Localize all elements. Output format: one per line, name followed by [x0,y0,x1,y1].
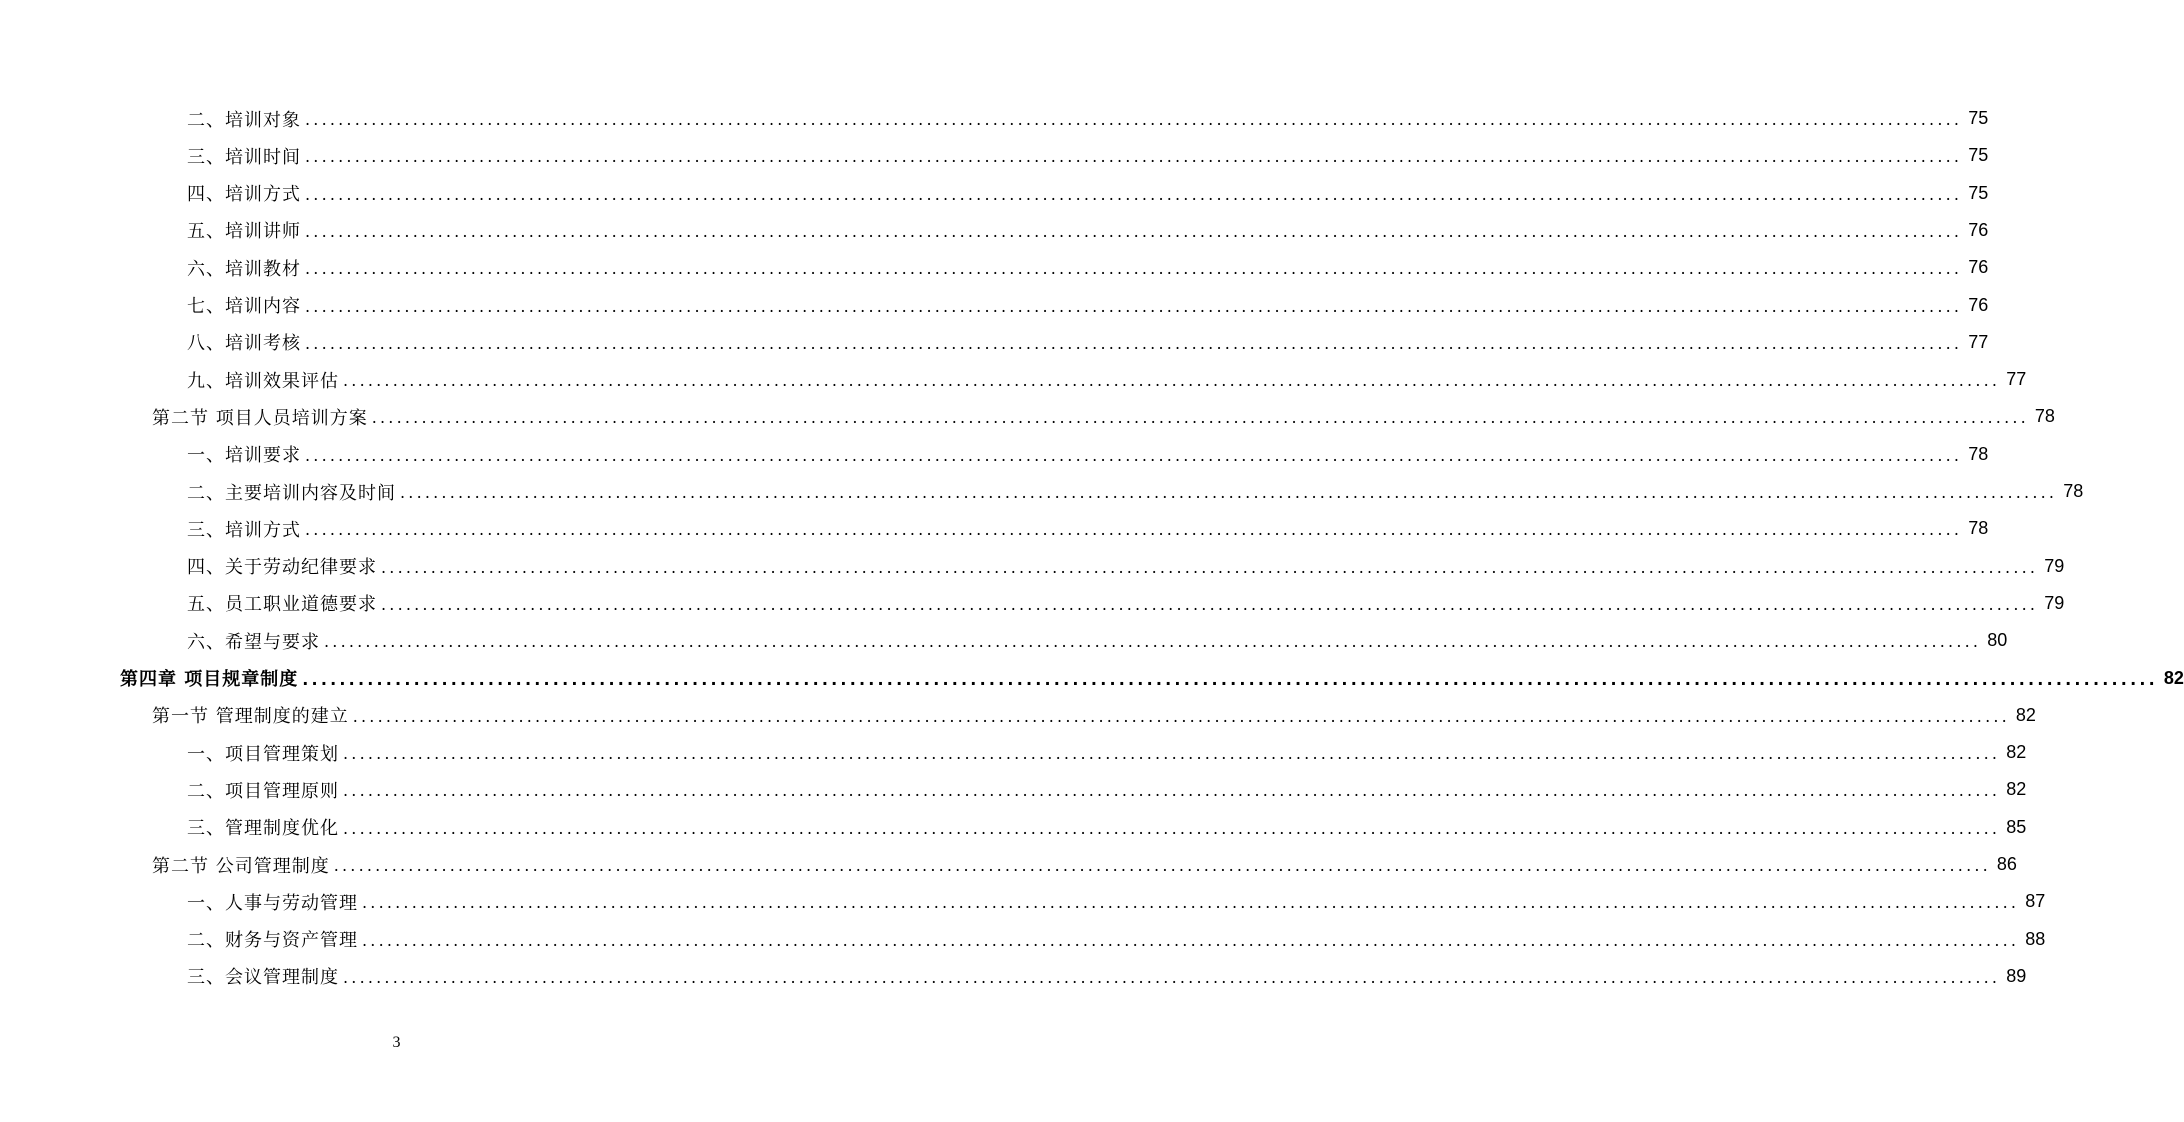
dot-leader: ........................................................................................................................................................................................................ [305,445,1963,465]
toc-entry-page: 75 [1968,182,1989,203]
toc-entry-title: 二、培训对象 [187,109,301,131]
toc-entry-title: 七、培训内容 [187,296,301,317]
toc-entry-title: 五、培训讲师 [187,221,301,243]
toc-entry-page: 79 [2044,592,2065,613]
toc-entry[interactable] [0,212,1989,249]
toc-entry-title: 六、培训教材 [187,258,301,280]
dot-leader: ........................................................................................................................................................................................................ [400,483,2058,502]
toc-entry-title: 二、主要培训内容及时间 [187,482,396,504]
toc-entry[interactable] [0,809,2027,846]
toc-entry[interactable] [0,622,2008,659]
toc-entry-page: 88 [2025,928,2046,949]
toc-entry-title: 六、希望与要求 [187,631,320,653]
toc-entry-page: 85 [2006,816,2027,837]
toc-entry-page: 82 [2006,779,2027,800]
toc-entry-page: 82 [2015,704,2036,725]
dot-leader: ........................................................................................................................................................................................................ [343,744,2001,764]
toc-entry-title: 二、财务与资产管理 [187,930,358,952]
toc-entry[interactable] [0,660,2184,697]
toc-entry[interactable] [0,548,2065,585]
dot-leader: ........................................................................................................................................................................................................ [333,856,1991,875]
toc-entry[interactable] [0,436,1989,473]
toc-entry[interactable] [0,585,2065,622]
toc-entry-page: 76 [1968,257,1989,278]
toc-entry-page: 82 [2163,667,2184,688]
dot-leader: ........................................................................................................................................................................................................ [343,781,2001,801]
toc-entry-page: 79 [2044,555,2065,576]
toc-entry[interactable] [0,361,2027,398]
toc-entry-page: 78 [1968,443,1989,464]
dot-leader: ........................................................................................................................................................................................................ [305,296,1963,316]
dot-leader: ........................................................................................................................................................................................................ [343,818,2001,838]
toc-entry-title: 九、培训效果评估 [187,370,339,392]
toc-entry-title: 四、关于劳动纪律要求 [187,557,377,579]
toc-entry-page: 78 [1968,518,1989,539]
toc-entry-title: 三、会议管理制度 [187,967,339,989]
toc-entry-title: 二、项目管理原则 [187,780,339,802]
toc-entry[interactable] [0,100,1989,137]
toc-entry-title: 八、培训考核 [187,333,301,355]
dot-leader: ........................................................................................................................................................................................................ [305,221,1963,241]
dot-leader: ........................................................................................................................................................................................................ [302,669,2158,689]
toc-entry[interactable] [0,175,1989,212]
dot-leader: ........................................................................................................................................................................................................ [381,594,2039,614]
toc-entry[interactable] [0,398,2055,435]
toc-entry[interactable] [0,473,2084,510]
dot-leader: ........................................................................................................................................................................................................ [305,184,1963,204]
toc-entry-page: 76 [1968,219,1989,240]
dot-leader: ........................................................................................................................................................................................................ [305,333,1963,353]
toc-entry-title: 第二节 项目人员培训方案 [152,407,368,429]
toc-entry[interactable] [0,958,2027,995]
toc-entry-title: 一、培训要求 [187,445,301,467]
dot-leader: ........................................................................................................................................................................................................ [343,967,2001,987]
toc-entry-page: 78 [2034,406,2055,427]
toc-entry-title: 一、项目管理策划 [187,743,339,765]
dot-leader: ........................................................................................................................................................................................................ [352,706,2010,726]
toc-entry-page: 77 [1968,331,1989,352]
dot-leader: ........................................................................................................................................................................................................ [305,520,1963,540]
dot-leader: ........................................................................................................................................................................................................ [305,259,1963,279]
toc-entry-page: 89 [2006,965,2027,986]
dot-leader: ........................................................................................................................................................................................................ [305,147,1963,167]
dot-leader: ........................................................................................................................................................................................................ [371,408,2029,428]
dot-leader: ........................................................................................................................................................................................................ [362,930,2020,950]
toc-entry-title: 四、培训方式 [187,184,301,206]
toc-entry-page: 75 [1968,108,1989,128]
toc-entry-page: 76 [1968,294,1989,315]
toc-entry[interactable] [0,771,2027,808]
dot-leader: ........................................................................................................................................................................................................ [305,110,1963,129]
toc-entry-title: 五、员工职业道德要求 [187,594,377,616]
dot-leader: ........................................................................................................................................................................................................ [362,893,2020,913]
dot-leader: ........................................................................................................................................................................................................ [343,371,2001,391]
toc-entry[interactable] [0,846,2017,883]
dot-leader: ........................................................................................................................................................................................................ [381,557,2039,577]
toc-entry-title: 一、人事与劳动管理 [187,892,358,914]
dot-leader: ........................................................................................................................................................................................................ [324,632,1982,652]
toc-entry-title: 三、培训时间 [187,146,301,168]
toc-entry[interactable] [0,883,2046,920]
toc-entry-title: 三、培训方式 [187,519,301,541]
toc-entry-page: 75 [1968,145,1989,166]
toc-entry[interactable] [0,287,1989,324]
page-number: 3 [392,1034,401,1051]
toc-entry-page: 77 [2006,369,2027,390]
toc-entry-title: 第二节 公司管理制度 [152,855,330,877]
toc-entry[interactable] [0,921,2046,958]
toc-entry-page: 80 [1987,630,2008,651]
toc-entry-page: 86 [1996,854,2017,874]
toc-entry[interactable] [0,510,1989,547]
toc-entry[interactable] [0,324,1989,361]
toc-entry-page: 78 [2063,481,2084,501]
toc-entry[interactable] [0,137,1989,174]
toc-entry-page: 87 [2025,891,2046,912]
toc-entry-title: 第一节 管理制度的建立 [152,706,349,728]
toc-entry[interactable] [0,697,2036,734]
toc-entry-page: 82 [2006,742,2027,763]
toc-entry[interactable] [0,249,1989,286]
toc-entry-title: 第四章 项目规章制度 [120,669,299,690]
toc-entry-title: 三、管理制度优化 [187,818,339,840]
toc-entry[interactable] [0,734,2027,771]
